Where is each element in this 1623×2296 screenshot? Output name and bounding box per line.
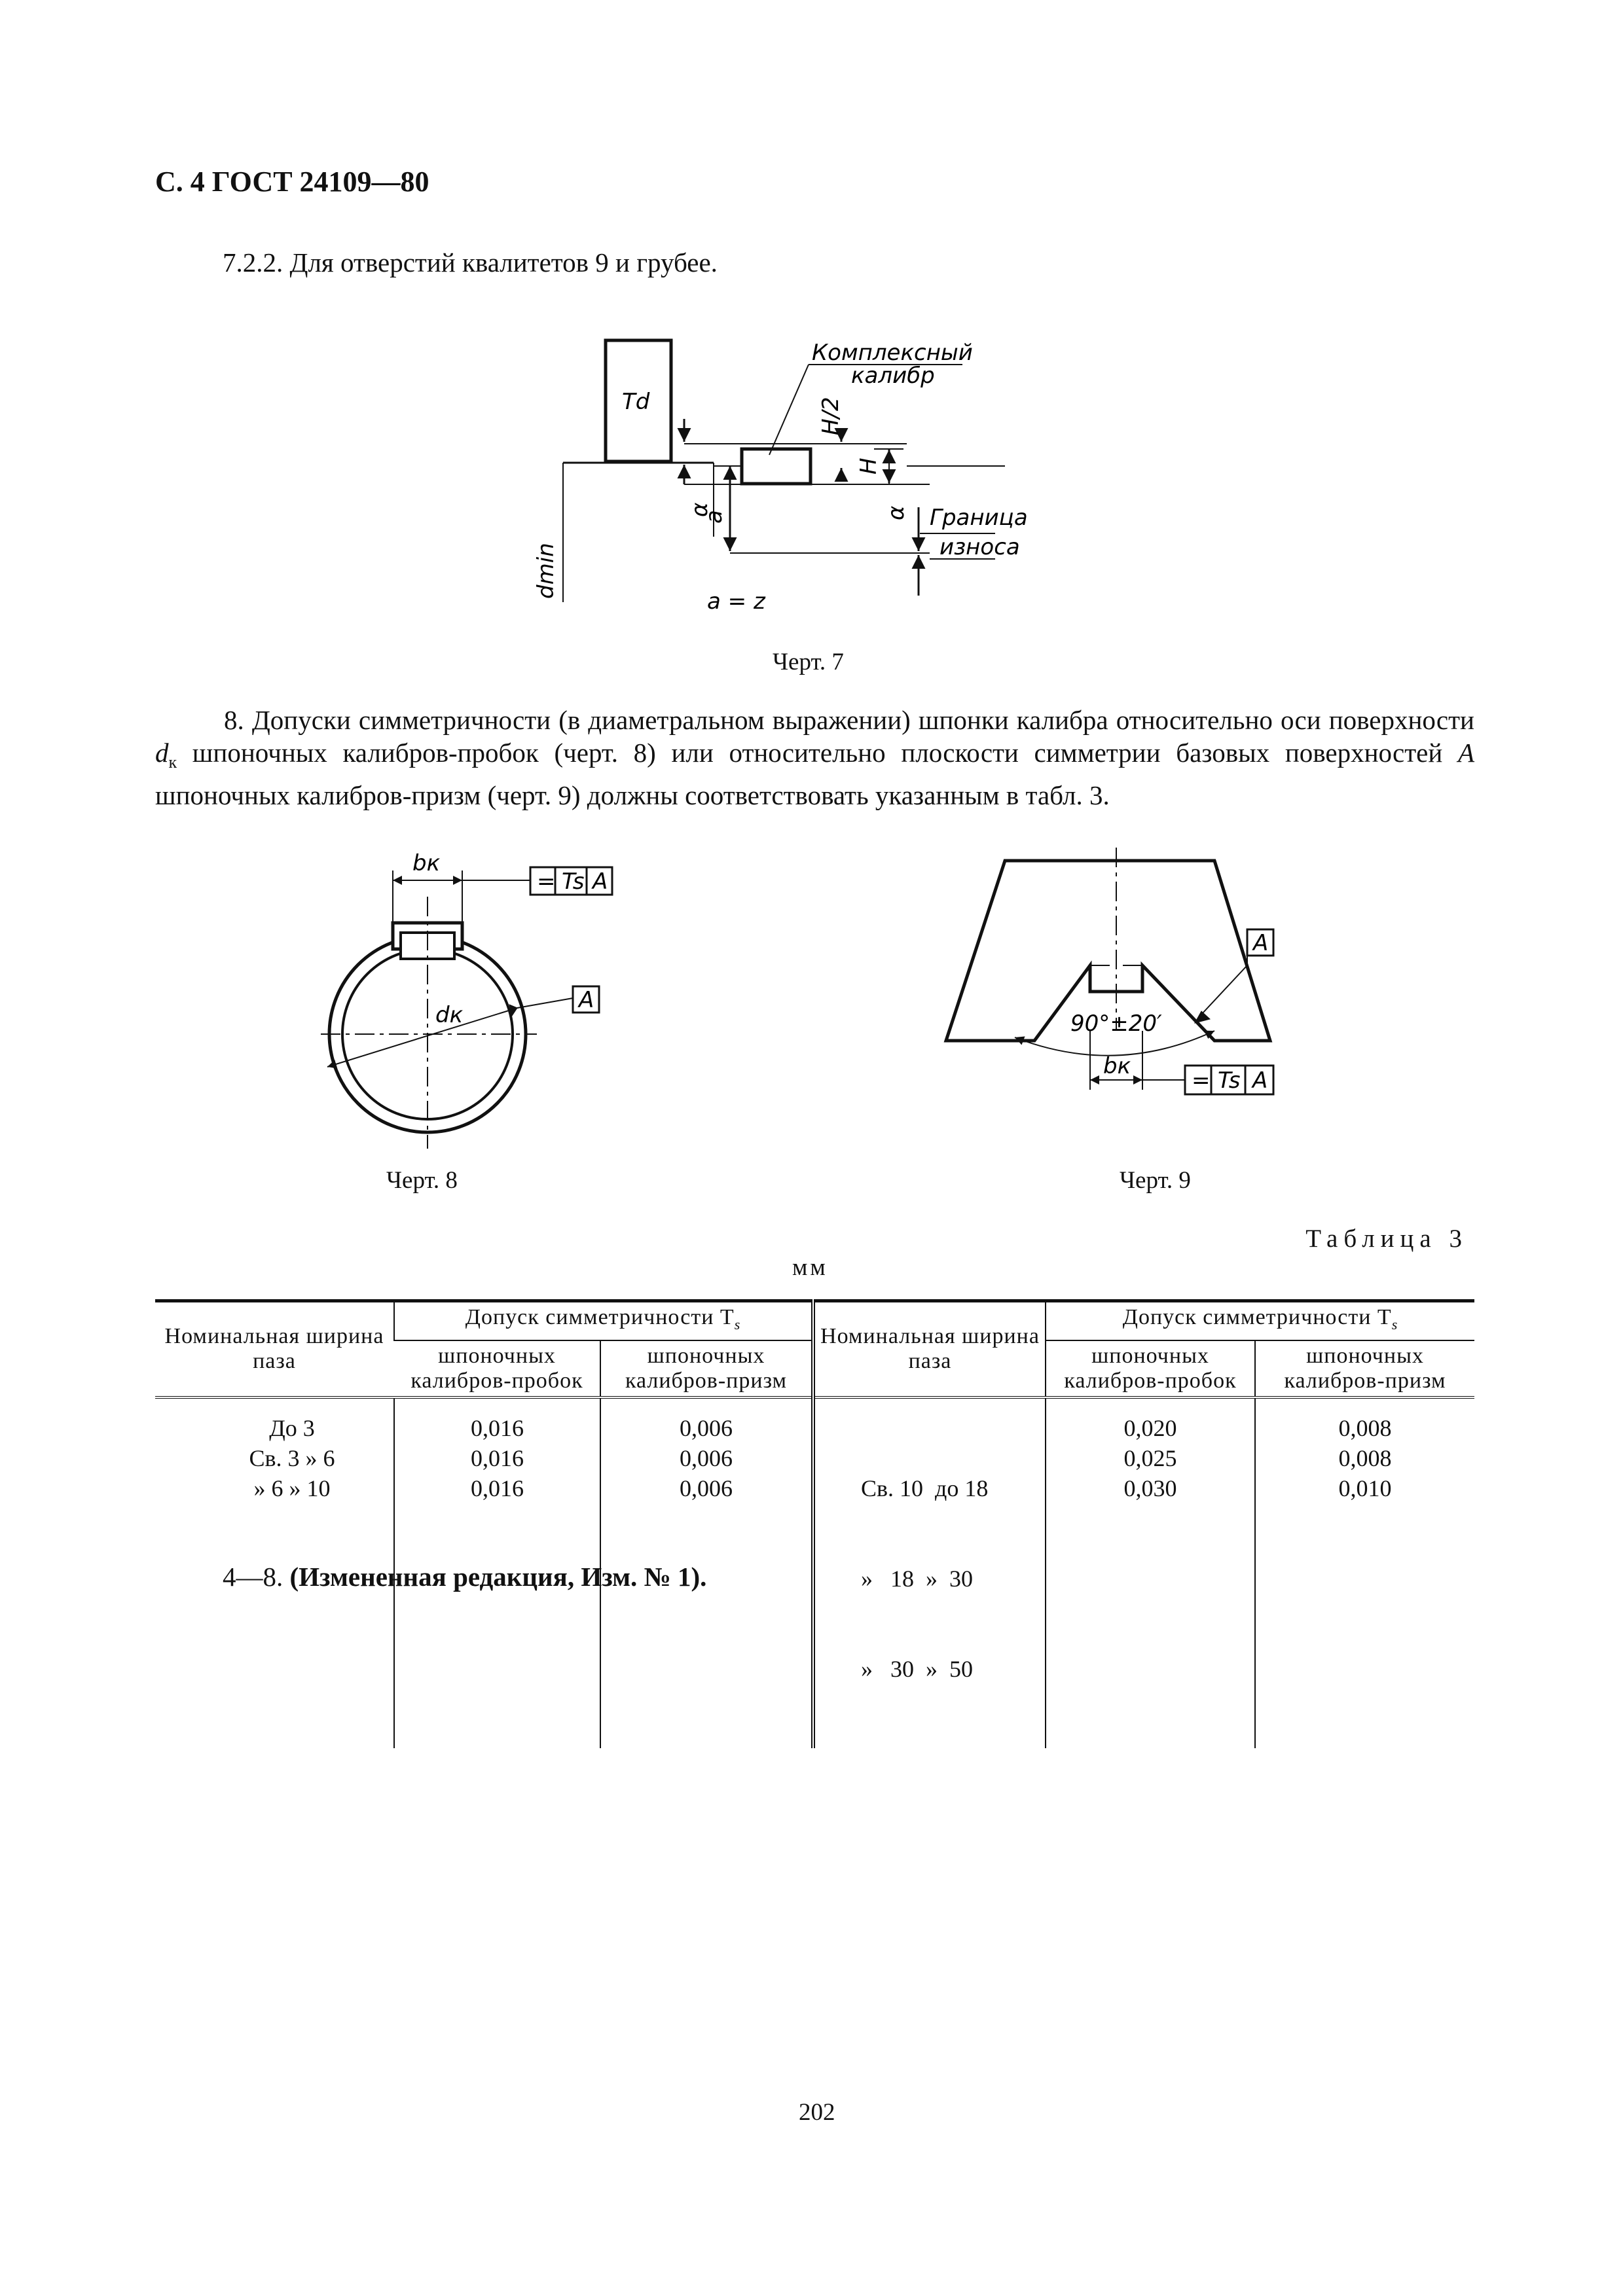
fig8-frame-sym: =	[537, 869, 556, 895]
fig8-datum-label: A	[579, 987, 594, 1013]
cell-prisms-left: 0,006 0,006 0,006	[600, 1397, 813, 1748]
header-probes-right: шпоночных калибров-пробок	[1046, 1340, 1255, 1397]
fig8-frame-a: A	[593, 869, 608, 895]
amendment-note: 4—8. (Измененная редакция, Изм. № 1).	[223, 1562, 707, 1592]
fig7-a-label: a	[701, 510, 727, 524]
cell-nominal-right: Св. 10 до 18 » 18 » 30 » 30 » 50	[813, 1397, 1046, 1748]
fig7-td-label: Td	[622, 389, 650, 415]
fig7-formula: a = z	[707, 588, 765, 615]
section-7-2-2: 7.2.2. Для отверстий квалитетов 9 и грубее.	[223, 247, 718, 278]
fig7-h-label: H	[856, 457, 882, 475]
header-tolerance-right: Допуск симметричности $T_s$	[1046, 1301, 1474, 1340]
fig7-caption: Черт. 7	[773, 649, 844, 675]
table-units: мм	[792, 1254, 828, 1281]
fig9-frame-a: A	[1252, 1067, 1268, 1094]
fig9-frame-ts: Ts	[1218, 1067, 1241, 1094]
fig7-complex-label-1: Комплексный	[812, 340, 973, 366]
fig9-frame-sym: =	[1192, 1067, 1211, 1094]
header-tolerance-left: Допуск симметричности $T_s$	[394, 1301, 813, 1340]
fig7-wear-label-2: износа	[939, 534, 1020, 560]
fig7-h-half-label: H/2	[818, 397, 844, 435]
cell-probes-right: 0,020 0,025 0,030	[1046, 1397, 1255, 1748]
fig7-alpha-right: α	[883, 505, 909, 520]
figure-7	[511, 321, 1100, 628]
fig8-frame-ts: Ts	[562, 869, 585, 895]
fig9-datum-label: A	[1253, 930, 1269, 956]
fig7-alpha-left: α	[687, 502, 713, 517]
header-prisms-right: шпоночных калибров-призм	[1255, 1340, 1474, 1397]
figure-9	[930, 841, 1336, 1116]
cell-nominal-left: До 3 Св. 3 » 6 » 6 » 10	[249, 1414, 335, 1501]
header-nominal-right: Номинальная ширина паза	[813, 1301, 1046, 1397]
fig7-complex-label-2: калибр	[851, 363, 935, 389]
fig8-dk-label: dк	[435, 1002, 464, 1028]
header-prisms-left: шпоночных калибров-призм	[600, 1340, 813, 1397]
page-header: С. 4 ГОСТ 24109—80	[155, 166, 429, 198]
fig9-caption: Черт. 9	[1120, 1167, 1191, 1194]
page-number: 202	[799, 2099, 835, 2126]
fig7-wear-label-1: Граница	[930, 505, 1028, 531]
header-probes-left: шпоночных калибров-пробок	[394, 1340, 600, 1397]
fig8-caption: Черт. 8	[386, 1167, 458, 1194]
fig8-bk-label: bк	[412, 850, 441, 876]
table-3	[155, 1299, 1474, 1748]
paragraph-8: 8. Допуски симметричности (в диаметральном выражении) шпонки калибра относительно оси поверхности $d_к$ шпоночных калибров-пробок (черт. 8) или относительно плоскости симметрии базовых поверхностей A шпоночных калибров-призм (черт. 9) должны соответствовать указанным в табл. 3.	[155, 705, 1474, 811]
fig7-dmin-label: dmin	[533, 543, 559, 599]
fig9-bk-label: bк	[1103, 1053, 1131, 1079]
fig9-angle-label: 90°±20′	[1070, 1011, 1162, 1037]
cell-probes-left: 0,016 0,016 0,016	[394, 1397, 600, 1748]
header-nominal-left: Номинальная ширина паза	[155, 1301, 394, 1397]
cell-prisms-right: 0,008 0,008 0,010	[1255, 1397, 1474, 1748]
table-title: Таблица 3	[1305, 1225, 1468, 1253]
figure-8	[301, 844, 668, 1152]
